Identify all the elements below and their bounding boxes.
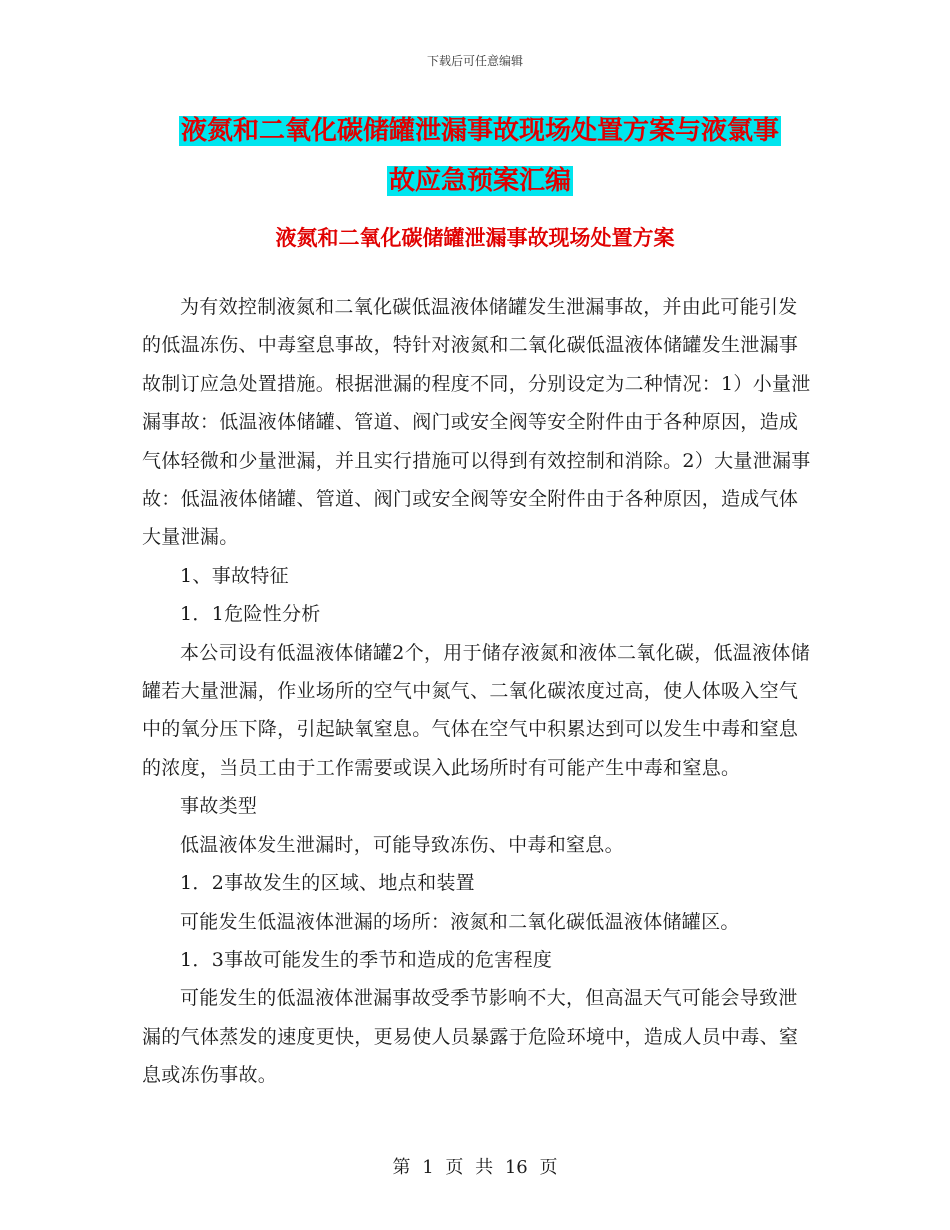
- paragraph: 事故类型: [180, 795, 258, 818]
- document-title-line-2: 故应急预案汇编: [388, 166, 571, 196]
- section-title: 液氮和二氧化碳储罐泄漏事故现场处置方案: [275, 226, 675, 250]
- paragraph: 1、事故特征: [180, 564, 289, 587]
- page-number-footer: 第 1 页 共 16 页: [392, 1157, 558, 1178]
- paragraph: 低温液体发生泄漏时，可能导致冻伤、中毒和窒息。: [180, 833, 624, 856]
- paragraph: 为有效控制液氮和二氧化碳低温液体储罐发生泄漏事故，并由此可能引发的低温冻伤、中毒窒息事故，特针对液氮和二氧化碳低温液体储罐发生泄漏事故制订应急处置措施。根据泄漏的程度不同，分别设定为二种情况：1）小量泄漏事故：低温液体储罐、管道、阀门或安全阀等安全附件由于各种原因，造成气体轻微和少量泄漏，并且实行措施可以得到有效控制和消除。2）大量泄漏事故：低温液体储罐、管道、阀门或安全阀等安全附件由于各种原因，造成气体大量泄漏。: [142, 296, 811, 549]
- document-title-line-1: 液氮和二氧化碳储罐泄漏事故现场处置方案与液氯事: [180, 116, 779, 146]
- page-header-note: 下载后可任意编辑: [426, 54, 523, 68]
- document-title: [130, 106, 830, 206]
- paragraph: 1．3事故可能发生的季节和造成的危害程度: [180, 948, 553, 971]
- paragraph: 1．2事故发生的区域、地点和装置: [180, 872, 475, 895]
- paragraph: 可能发生低温液体泄漏的场所：液氮和二氧化碳低温液体储罐区。: [180, 910, 740, 933]
- paragraph: 本公司设有低温液体储罐2个，用于储存液氮和液体二氧化碳，低温液体储罐若大量泄漏，作业场所的空气中氮气、二氧化碳浓度过高，使人体吸入空气中的氧分压下降，引起缺氧窒息。气体在空气中积累达到可以发生中毒和窒息的浓度，当员工由于工作需要或误入此场所时有可能产生中毒和窒息。: [142, 641, 810, 779]
- paragraph: 1．1危险性分析: [180, 603, 321, 626]
- paragraph: 可能发生的低温液体泄漏事故受季节影响不大，但高温天气可能会导致泄漏的气体蒸发的速度更快，更易使人员暴露于危险环境中，造成人员中毒、窒息或冻伤事故。: [142, 987, 799, 1087]
- document-body: [142, 288, 812, 1095]
